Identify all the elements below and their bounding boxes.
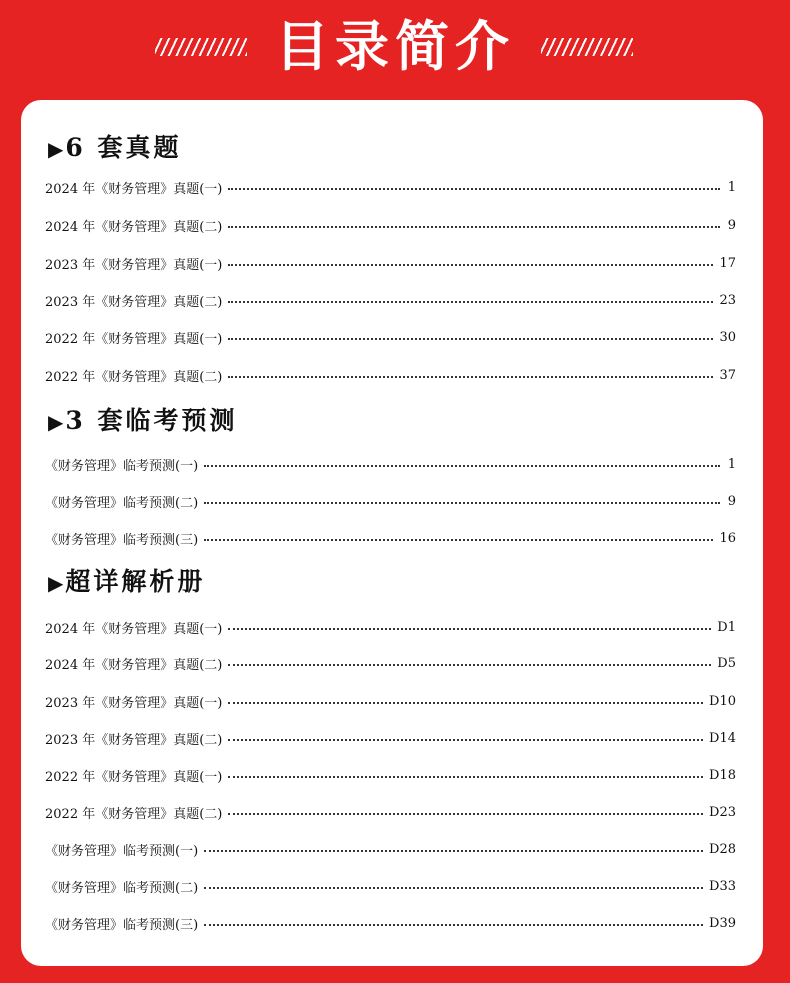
dot-leader (228, 225, 720, 228)
toc-row[interactable] (45, 177, 736, 197)
toc-row[interactable] (45, 491, 736, 511)
triangle-arrow-icon: ▶ (48, 571, 64, 595)
toc-page-number: 37 (719, 367, 736, 383)
toc-page-number: 17 (719, 255, 736, 271)
dot-leader (228, 775, 703, 778)
toc-row[interactable] (45, 528, 736, 548)
dot-leader (228, 738, 703, 741)
toc-entry-name: 2022 年《财务管理》真题(二) (45, 369, 223, 385)
dot-leader (204, 538, 713, 541)
section-title-label: 超详解析册 (65, 567, 206, 596)
toc-page-number: D23 (709, 804, 736, 820)
dot-leader (228, 300, 713, 303)
toc-row[interactable] (45, 765, 736, 785)
toc-page-number: D39 (709, 915, 736, 931)
toc-entry-name: 《财务管理》临考预测(二) (45, 495, 199, 511)
toc-row[interactable] (45, 839, 736, 859)
toc-entry-name: 2023 年《财务管理》真题(二) (45, 732, 223, 748)
dot-leader (204, 464, 720, 467)
dot-leader (204, 923, 703, 926)
toc-row[interactable] (45, 365, 736, 385)
dot-leader (228, 337, 713, 340)
toc-page-number: 9 (727, 493, 736, 509)
triangle-arrow-icon: ▶ (48, 137, 64, 161)
toc-page-number: D1 (717, 619, 736, 635)
toc-entry-name: 《财务管理》临考预测(一) (45, 843, 199, 859)
contents-card (21, 100, 763, 966)
toc-entry-name: 《财务管理》临考预测(二) (45, 880, 199, 896)
toc-entry-name: 2023 年《财务管理》真题(一) (45, 257, 223, 273)
toc-page-number: 23 (719, 292, 736, 308)
toc-row[interactable] (45, 253, 736, 273)
dot-leader (204, 849, 703, 852)
toc-page-number: D14 (709, 730, 736, 746)
header-banner (0, 0, 790, 100)
toc-entry-name: 2022 年《财务管理》真题(二) (45, 806, 223, 822)
toc-page-number: D10 (709, 693, 736, 709)
section-title-mock-tests (48, 403, 238, 439)
dot-leader (204, 501, 720, 504)
toc-row[interactable] (45, 327, 736, 347)
section-title-real-exams (48, 130, 182, 166)
toc-row[interactable] (45, 653, 736, 673)
dot-leader (228, 812, 703, 815)
toc-entry-name: 2022 年《财务管理》真题(一) (45, 769, 223, 785)
toc-row[interactable] (45, 454, 736, 474)
toc-row[interactable] (45, 290, 736, 310)
section-title-label: 6 套真题 (65, 133, 182, 162)
dot-leader (228, 375, 713, 378)
toc-entry-name: 2024 年《财务管理》真题(二) (45, 219, 223, 235)
slash-decoration-right (541, 38, 633, 56)
toc-entry-name: 《财务管理》临考预测(三) (45, 917, 199, 933)
toc-page-number: 1 (727, 456, 736, 472)
toc-entry-name: 2024 年《财务管理》真题(二) (45, 657, 223, 673)
toc-row[interactable] (45, 802, 736, 822)
toc-entry-name: 2024 年《财务管理》真题(一) (45, 621, 223, 637)
toc-row[interactable] (45, 728, 736, 748)
dot-leader (204, 886, 703, 889)
toc-page-number: D5 (717, 655, 736, 671)
section-title-explanations (48, 564, 205, 600)
toc-page-number: 9 (727, 217, 736, 233)
toc-page-number: D33 (709, 878, 736, 894)
toc-entry-name: 2023 年《财务管理》真题(一) (45, 695, 223, 711)
toc-entry-name: 2024 年《财务管理》真题(一) (45, 181, 223, 197)
dot-leader (228, 263, 713, 266)
toc-entry-name: 2022 年《财务管理》真题(一) (45, 331, 223, 347)
toc-entry-name: 《财务管理》临考预测(一) (45, 458, 199, 474)
toc-row[interactable] (45, 691, 736, 711)
dot-leader (228, 701, 703, 704)
toc-page-number: 16 (719, 530, 736, 546)
toc-page-number: D28 (709, 841, 736, 857)
dot-leader (228, 663, 711, 666)
triangle-arrow-icon: ▶ (48, 410, 64, 434)
toc-entry-name: 《财务管理》临考预测(三) (45, 532, 199, 548)
toc-page-number: D18 (709, 767, 736, 783)
toc-row[interactable] (45, 913, 736, 933)
toc-row[interactable] (45, 215, 736, 235)
dot-leader (228, 187, 720, 190)
toc-row[interactable] (45, 617, 736, 637)
toc-row[interactable] (45, 876, 736, 896)
toc-page-number: 1 (727, 179, 736, 195)
toc-entry-name: 2023 年《财务管理》真题(二) (45, 294, 223, 310)
toc-page-number: 30 (719, 329, 736, 345)
dot-leader (228, 627, 711, 630)
page-title: 目录简介 (275, 15, 515, 78)
section-title-label: 3 套临考预测 (65, 406, 238, 435)
